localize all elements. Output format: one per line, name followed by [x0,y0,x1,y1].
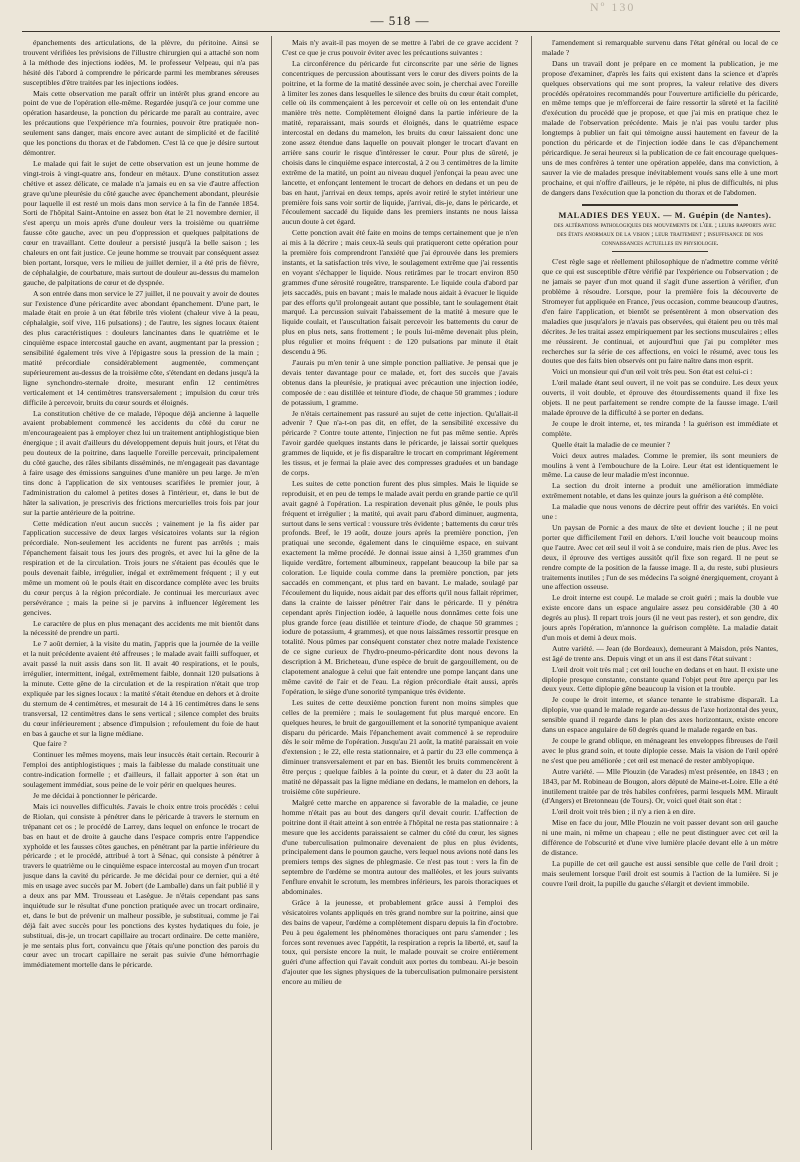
text-column-1 [23,38,259,1148]
paragraph: Je n'étais certainement pas rassuré au sujet de cette injection. Qu'allait-il advenir ? Que n'a-t-on pas dit, en effet, de la sensibilité excessive du péricarde ? Contre toute attente, l'injection ne fut pas même sentie. Après l'avoir gardée quelques instants dans le péricarde, je laissai sortir quelques grammes de liquide, et je fis disparaître le trocart en comprimant légèrement les tissus, et je fermai la plaie avec des compresses graduées et un bandage de corps. [282,408,518,477]
paragraph: Dans un travail dont je prépare en ce moment la publication, je me propose d'examiner, d'après les faits qui existent dans la science et d'après quelques observations qui me sont propres, la valeur relative des divers procédés opératoires recommandés pour l'ouverture artificielle du péricarde, en même temps que je m'efforcerai de faire ressortir la sûreté et la facilité d'exécution du procédé que je propose, et que j'ai mis en pratique chez le malade de l'observation précédente. Mais je n'ai pas voulu tarder plus longtemps à publier un fait qui témoigne aussi hautement en faveur de la ponction du péricarde et de l'injection iodée dans le cas d'épanchement péricardique. Je serai heureux si la publication de ce fait encourage quelques-uns de mes confrères à tenter une opération appelée, dans ma conviction, à sauver la vie de malades presque inévitablement voués sans elle à une mort prochaine, et qui n'offre d'ailleurs, je le répète, ni plus de difficultés, ni plus de dangers dans l'exécution que la ponction du thorax et de l'abdomen. [542,58,778,197]
page-number: — 518 — [370,13,430,28]
paragraph: Cette ponction avait été faite en moins de temps certainement que je n'en ai mis à la décrire ; mais ceux-là seuls qui pratiqueront cette opération pour la première fois comprendront l'anxiété que j'ai éprouvée dans les premiers instants, et la satisfaction très vive, le soulagement extrême que j'ai ressentis en voyant s'échapper le liquide. Nous retirâmes par le trocart environ 850 grammes d'une sérosité rougeâtre, transparente. Le liquide coula d'abord par jets saccadés, puis en bavant ; mais le malade nous aidait à évacuer le liquide par des efforts qu'il prolongeait autant que possible, tant le soulagement était marqué. La percussion suivait l'abaissement de la matité à mesure que le liquide coulait, et l'auscultation faisait percevoir les battements du cœur de plus en plus nets, sans frottement ; le pouls lui-même devenait plus plein, plus régulier et moins fréquent : de 120 pulsations par minute il était descendu à 96. [282,228,518,357]
paragraph: Mise en face du jour, Mlle Plouzin ne voit passer devant son œil gauche ni une main, ni même un chapeau ; elle ne peut distinguer avec cet œil la différence de l'obscurité et d'une vive lumière placée devant elle à un mètre de distance. [542,818,778,857]
paragraph: La section du droit interne a produit une amélioration immédiate extrêmement notable, et dans les quinze jours la guérison a été complète. [542,481,778,501]
paragraph: Les suites de cette ponction furent des plus simples. Mais le liquide se reproduisit, et en peu de temps le malade avait perdu en grande partie ce qu'il avait gagné à l'opération. La respiration devenait plus gênée, le pouls plus fréquent et irrégulier ; la matité, qui avait paru d'abord diminuer, augmenta, surtout dans le sens vertical : voussure très évidente ; battements du cœur très profonds. Bref, le 19 août, douze jours après la première ponction, j'en pratiquai une seconde, également dans le cinquième espace, en suivant exactement la même procédé. Je donnai issue ainsi à 1,350 grammes d'un liquide verdâtre, fortement albumineux, rappelant beaucoup la bile par sa coloration. Le liquide coula comme dans la première ponction, par jets saccadés en commençant, et plus tard en bavant. Le malade, soulagé par l'écoulement du liquide, nous aidait par des efforts qu'il nous fallait réprimer, dans la crainte de laisser pénétrer l'air dans le péricarde. Il y pénétra cependant après l'injection iodée, à laquelle nous donnâmes cette fois une plus grande force (eau distillée et teinture d'iode, de chaque 50 grammes ; iodure de potassium, 4 grammes), et que nous laissâmes ressortir presque en totalité. Nous pûmes par conséquent constater chez notre malade l'existence de ce signe curieux de l'hydro-pneumo-péricardite dont nous devons la description à M. Bricheteau, d'une espèce de bruit de gargouillement, ou de clapotement analogue à celui que fait entendre une pompe lançant dans une même cavité de l'air et de l'eau. La région précordiale était aussi, après l'opération, le siège d'une sonorité tympanique très évidente. [282,478,518,696]
paragraph: Cette médication n'eut aucun succès ; vainement je la fis aider par l'application successive de deux larges vésicatoires volants sur la région précordiale. Non-seulement les accidents ne furent pas arrêtés ; mais l'épanchement faisait tous les jours des progrès, et avec lui la gêne de la respiration et de la circulation. Trois jours ne s'étaient pas écoulés que le pouls devenait faible, irrégulier, inégal et extrêmement fréquent ; il y eut même un moment où le pouls était en discordance complète avec les bruits du cœur perçus à la région précordiale. Je continuai les mercuriaux avec persévérance ; mais la peine si je parvins à influencer légèrement les gencives. [23,518,259,617]
paragraph: La constitution chétive de ce malade, l'époque déjà ancienne à laquelle avaient probablement commencé les accidents du côté du cœur ne m'encourageaient pas à employer chez lui un traitement antiphlogistique bien énergique ; il avait d'ailleurs du développement depuis huit jours, et l'état du peu douteux de la poitrine, dans laquelle l'oreille percevait, principalement du côté gauche, des râles sibilants disséminés, ne m'engageait pas davantage à faire usage des émissions sanguines d'une manière un peu large. Je m'en tins donc à l'application de six ventouses scarifiées le premier jour, à l'administration du calomel à petites doses à l'intérieur, et, dans le but de hâter la salivation, je prescrivis des frictions mercurielles trois fois par jour sur la partie antérieure de la poitrine. [23,408,259,517]
text-column-3 [542,38,778,1148]
paragraph: C'est règle sage et réellement philosophique de n'admettre comme vérité que ce qui est susceptible d'être vérifié par l'expérience ou l'observation ; de ne jamais se payer d'un mot quand il s'agit d'une assertion à vérifier, d'un problème à résoudre. Lorsque, pour la première fois la découverte de Stromeyer fut appliquée en France, j'eus occasion, comme beaucoup d'autres, d'en faire l'application, et bientôt se présentèrent à mon observation des maladies que jusqu'alors je n'avais pas observées, qui étaient peu ou très mal décrites. Je les traitai assez empiriquement par les sections musculaires ; elles me réussirent. Je continuai, et aujourd'hui que j'ai pu compléter mes recherches sur la série de ces affections, en voici le résumé, avec tous les doutes que des faits bien observés ont pu faire naître dans mon esprit. [542,257,778,366]
paragraph: L'œil droit voit très mal ; cet œil louche en dedans et en haut. Il existe une diplopie presque constante, constante quand l'objet peut être aperçu par les deux yeux. Cette diplopie gêne beaucoup la vision et la trouble. [542,664,778,694]
paragraph: Continuer les mêmes moyens, mais leur insuccès était certain. Recourir à l'emploi des antiphlogistiques ; mais la faiblesse du malade constituait une contre-indication formelle ; et d'ailleurs, il fallait apporter à son état un soulagement immédiat, sous peine de le voir périr en quelques heures. [23,750,259,790]
show-through-text: Nº 130 [590,0,636,14]
paragraph: Autre variété. — Jean (de Bordeaux), demeurant à Maisdon, près Nantes, est âgé de trente ans. Depuis vingt et un ans il est dans l'état suivant : [542,643,778,663]
paragraph: La pupille de cet œil gauche est aussi sensible que celle de l'œil droit ; mais seulement lorsque l'œil droit est soumis à l'action de la lumière. Si je couvre l'œil droit, la pupille du gauche s'élargit et devient immobile. [542,858,778,888]
paragraph: Mais ici nouvelles difficultés. J'avais le choix entre trois procédés : celui de Riolan, qui consiste à pénétrer dans le péricarde à travers le sternum en trépanant cet os ; le procédé de Larrey, dans lequel on enfonce le trocart de bas en haut et de droite à gauche dans l'espace compris entre l'appendice xyphoïde et les fausses côtes gauches, en pénétrant par la partie inférieure du péricarde ; et le procédé, attribué à tort à Sénac, qui consiste à pénétrer à travers le quatrième ou le cinquième espace intercostal au moyen d'un trocart jusque dans la cavité du péricarde. Je me décidai pour ce dernier, qui a été mis en usage avec succès par M. Jobert (de Lamballe) dans un fait publié il y a deux ans par MM. Trousseau et Lasègue. Je n'étais cependant pas sans inquiétude sur le résultat d'une ponction pratiquée avec un trocart ordinaire, et, dans le but de prévenir un malheur possible, je substituai, comme je l'ai déjà fait avec succès pour les ponctions des kystes hydatiques du foie, je substituai, dis-je, un trocart capillaire au trocart ordinaire. De cette manière, je me sentais plus fort, convaincu que j'étais qu'une ponction des parois du cœur avec un trocart capillaire ne serait pas suivie d'une hémorrhagie immédiatement mortelle dans le péricarde. [23,801,259,970]
paragraph: Mais n'y avait-il pas moyen de se mettre à l'abri de ce grave accident ? C'est ce que je crus pouvoir éviter avec les précautions suivantes : [282,38,518,57]
paragraph: J'aurais pu m'en tenir à une simple ponction palliative. Je pensai que je devais tenter davantage pour ce malade, et, fort des succès que j'avais obtenus dans la pleurésie, je pratiquai avec précaution une injection iodée, composée de : eau distillée et teinture d'iode, de chaque 50 grammes ; iodure de potassium, 1 gramme. [282,358,518,407]
paragraph: Quelle était la maladie de ce meunier ? [552,439,671,449]
section-subtitle: des altérations pathologiques des mouvements de l'œil ; leurs rapports avec des états anormaux de la vision ; leur traitement ; insuffisance de nos connaissances actuelles en physiologie. [554,221,776,248]
paragraph: Je coupe le droit interne, et séance tenante le strabisme disparaît. La diplopie, vue quand le malade regarde au-dessus de l'axe horizontal des yeux, sensible quand il regarde dans le plan des axes horizontaux, existe encore dans un espace angulaire de 60 degrés quand le malade regarde en bas. [542,695,778,735]
paragraph: l'amendement si remarquable survenu dans l'état général ou local de ce malade ? [542,38,778,57]
paragraph: L'œil malade étant seul ouvert, il ne voit pas se conduire. Les deux yeux ouverts, il voit double, et éprouve des étourdissements quand il fixe les objets. Il ne peut parfaitement se rendre compte de la fausse image. L'œil malade éprouve de la difficulté à se porter en dedans. [542,378,778,417]
paragraph: A son entrée dans mon service le 27 juillet, il ne pouvait y avoir de doutes sur l'existence d'une péricardite avec abondant épanchement. D'une part, le malade était en proie à un état fébrile très violent (chaleur vive à la peau, céphalalgie, soif vive, 116 pulsations) ; de l'autre, les signes locaux étaient des plus caractéristiques : douleurs lancinantes dans le quatrième et le cinquième espace intercostal gauche en avant, augmentant par la pression ; sensibilité également très vive à l'épigastre sous la pression de la main ; matité précordiale considérablement augmentée, commençant supérieurement au-dessus de la troisième côte, s'étendant en dedans jusqu'à la ligne synchondro-sternale droite, mesurant enfin 12 centimètres verticalement et 14 centimètres transversalement ; impulsion du cœur très difficile à percevoir, bruits du cœur sourds et éloignés. [23,288,259,407]
paragraph: La circonférence du péricarde fut circonscrite par une série de lignes concentriques de percussion aboutissant vers le cœur des divers points de la poitrine, et la forme de la matité dessinée avec soin, je cherchai avec l'oreille à limiter les zones dans lesquelles le silence des bruits du cœur était complet, celle où ils commençaient à les percevoir et celle où on les entendait d'une manière très nette. Complètement éloigné dans la partie inférieure de la matité, reparaissant, mais sourds et éloignés, dans le quatrième espace intercostal en dedans du mamelon, les bruits du cœur laissaient donc une zone assez étendue dans laquelle on pouvait plonger le trocart d'avant en arrière sans courir le risque d'intéresser le cœur. Pour plus de sûreté, je choisis dans le cinquième espace intercostal, à 2 ou 3 centimètres de la limite extrême de la matité, un point au niveau duquel j'enfonçai la peau avec une lancette, et enfonçant lentement le trocart de dehors en dedans et un peu de bas en haut, j'arrivai en deux temps, après avoir retiré le stylet intérieur une première fois sans voir sortir de liquide, j'arrivai, dis-je, dans le péricarde, et l'écoulement saccadé du liquide dans les premiers instants ne nous laissa aucun doute à cet égard. [282,58,518,227]
section-rule [612,251,708,252]
paragraph: L'œil droit voit très bien ; il n'y a rien à en dire. [552,807,696,817]
paragraph: Les suites de cette deuxième ponction furent non moins simples que celles de la première ; mais le soulagement fut plus marqué encore. En quelques heures, le bruit de gargouillement et la sonorité tympanique avaient disparu du péricarde. Mais l'épanchement avait commencé à se reproduire dès le soir même de l'opération. Jusqu'au 21 août, la matité paraissait en voie d'extension ; le 22, elle resta stationnaire, et à partir du 23 elle commença à diminuer transversalement et par en bas. Bientôt les bruits commencèrent à être perçus ; quelque faibles à la pointe du cœur, et à dater du 23 août la matité ne dépassait pas la ligne médiane en dedans, le mamelon en dehors, la troisième côte supérieure. [282,697,518,796]
paragraph: Je me décidai à ponctionner le péricarde. [33,790,158,800]
column-divider [531,36,532,1150]
paragraph: Le malade qui fait le sujet de cette observation est un jeune homme de vingt-trois à vingt-quatre ans, fondeur en métaux. D'une constitution assez chétive et assez délicate, ce malade n'a jamais eu en sa vie d'autre affection grave qu'une pleurésie du côté gauche avec épanchement abondant, pleurésie pour laquelle il est resté un mois dans mon service à la fin de l'année 1854. Sorti de l'hôpital Saint-Antoine en assez bon état le 21 novembre dernier, il s'est aperçu un mois après d'une douleur vers la troisième ou quatrième fausse côte gauche, avec un peu d'oppression et quelques palpitations de cœur en travaillant. Cette douleur a persisté jusqu'à la belle saison ; les chaleurs en ont fait justice. Ce jeune homme se trouvait par conséquent assez bien portant, lorsque, vers le milieu de juillet dernier, il a été pris de fièvre, de céphalalgie, de courbature, mais surtout de douleur au-dessus du mamelon gauche, de palpitations de cœur et de dyspnée. [23,158,259,287]
paragraph: Malgré cette marche en apparence si favorable de la maladie, ce jeune homme n'était pas au bout des dangers qu'il devait courir. L'affection de poitrine dont il était atteint à son entrée à l'hôpital ne resta pas stationnaire : à mesure que les accidents paraissaient se calmer du côté du cœur, les signes d'une tuberculisation pulmonaire devenaient de plus en plus évidents, principalement dans le poumon gauche, vers lequel nous avions noté dans les premiers temps des signes de phlegmasie. Ce n'est pas tout : vers la fin de septembre de l'œdème se montra autour des malléoles, et les jours suivants l'enflure envahit le scrotum, les membres inférieurs, les parois thoraciques et abdominales. [282,797,518,897]
header-rule [22,31,780,32]
column-divider [271,36,272,1150]
paragraph: Un paysan de Pornic a des maux de tête et devient louche ; il ne peut porter que difficilement l'œil en dehors. L'œil louche voit beaucoup moins que l'autre. Avec cet œil seul il voit à se conduire, mais rien de plus. Avec les deux, il éprouve des vertiges aussitôt qu'il fixe son regard. Il ne peut se rendre compte de la position de la fausse image. Il a, du reste, subi plusieurs traitements inutiles ; l'un de ses médecins l'a soigné énergiquement, croyant à une affection osseuse. [542,522,778,592]
paragraph: La maladie que nous venons de décrire peut offrir des variétés. En voici une : [542,502,778,522]
paragraph: Le caractère de plus en plus menaçant des accidents me mit bientôt dans la nécessité de prendre un parti. [23,618,259,638]
text-column-2 [282,38,518,1148]
section-title: MALADIES DES YEUX. — M. Guépin (de Nantes). [558,210,772,220]
paragraph: Le 7 août dernier, à la visite du matin, j'appris que la journée de la veille et la nuit précédente avaient été affreuses ; le malade avait failli suffoquer, et avait passé la nuit assis dans son lit. Il avait 40 respirations, et le pouls, irrégulier, intermittent, inégal, extrêmement faible, donnait 120 pulsations à la minute. Cette gêne de la circulation et de la respiration n'était que trop expliquée par les signes locaux : la matité s'était étendue en dehors et à droite du sternum de 4 centimètres, et mesurait de 14 à 16 centimètres dans le sens transversal, 12 centimètres dans le sens vertical ; silence complet des bruits du cœur inférieurement ; absence d'impulsion ; refoulement du foie de haut en bas à gauche et sur la ligne médiane. [23,639,259,738]
paragraph: Je coupe le grand oblique, en ménageant les enveloppes fibreuses de l'œil avec le plus grand soin, et toute diplopie cesse. Mais la vision de l'œil opéré ne s'est que peu améliorée ; cet œil est menacé de rester amblyopique. [542,736,778,765]
paragraph: épanchements des articulations, de la plèvre, du péritoine. Ainsi se trouvent vérifiées les prévisions de l'illustre chirurgien qui a attaché son nom à la méthode des injections iodées, M. le professeur Velpeau, qui n'a pas hésité dès l'abord à comprendre le péricarde parmi les membranes séreuses susceptibles d'être traitées par les injections iodées. [23,38,259,87]
article-separator-rule [582,204,738,206]
paragraph: Je coupe le droit interne, et, tes miranda ! la guérison est immédiate et complète. [542,418,778,438]
paragraph: Que faire ? [33,739,67,749]
paragraph: Voici deux autres malades. Comme le premier, ils sont meuniers de moulins à vent à l'embouchure de la Loire. Leur état est identiquement le même. La cause de leur maladie m'est inconnue. [542,450,778,480]
paragraph: Le droit interne est coupé. Le malade se croit guéri ; mais la double vue existe encore dans un espace angulaire assez peu considérable (30 à 40 degrés au plus). Il repart trois jours (il ne veut pas rester), et son gendre, dix jours après l'opération, m'annonce la guérison complète. La maladie datait d'un mois et demi à deux mois. [542,593,778,642]
paragraph: Autre variété. — Mlle Plouzin (de Varades) m'est présentée, en 1843 ; en 1843, par M. Robineau de Bougon, alors député de Maine-et-Loire. Elle a été inutilement traitée par de très habiles confrères, parmi lesquels MM. Mirault (d'Angers) et Bretonneau (de Tours). Or, voici quel était son état : [542,766,778,806]
paragraph: Grâce à la jeunesse, et probablement grâce aussi à l'emploi des vésicatoires volants appliqués en très grand nombre sur la poitrine, ainsi que des bains de vapeur, l'œdème a complètement disparu depuis la fin d'octobre. Peu à peu également les phénomènes thoraciques ont paru s'amender ; les forces sont revenues avec l'appétit, la respiration a repris la liberté, et, sauf la toux, qui persiste encore la nuit, le malade pouvait se croire entièrement guéri d'une affection qui l'avait conduit aux portes du tombeau. Ai-je besoin d'ajouter que les signes physiques de la tuberculisation pulmonaire persistent encore au milieu de [282,897,518,987]
paragraph: Mais cette observation me paraît offrir un intérêt plus grand encore au point de vue de l'opération elle-même. Regardée jusqu'à ce jour comme une opération hasardeuse, la ponction du péricarde me paraît au contraire, avec les précautions que l'expérience m'a fournies, pouvoir être pratiquée non-seulement sans danger, mais encore avec autant de simplicité et de facilité que les ponctions du thorax et de l'abdomen. C'est là ce que je désire surtout démontrer. [23,88,259,157]
paragraph: Voici un monsieur qui d'un œil voit très peu. Son état est celui-ci : [552,367,753,377]
